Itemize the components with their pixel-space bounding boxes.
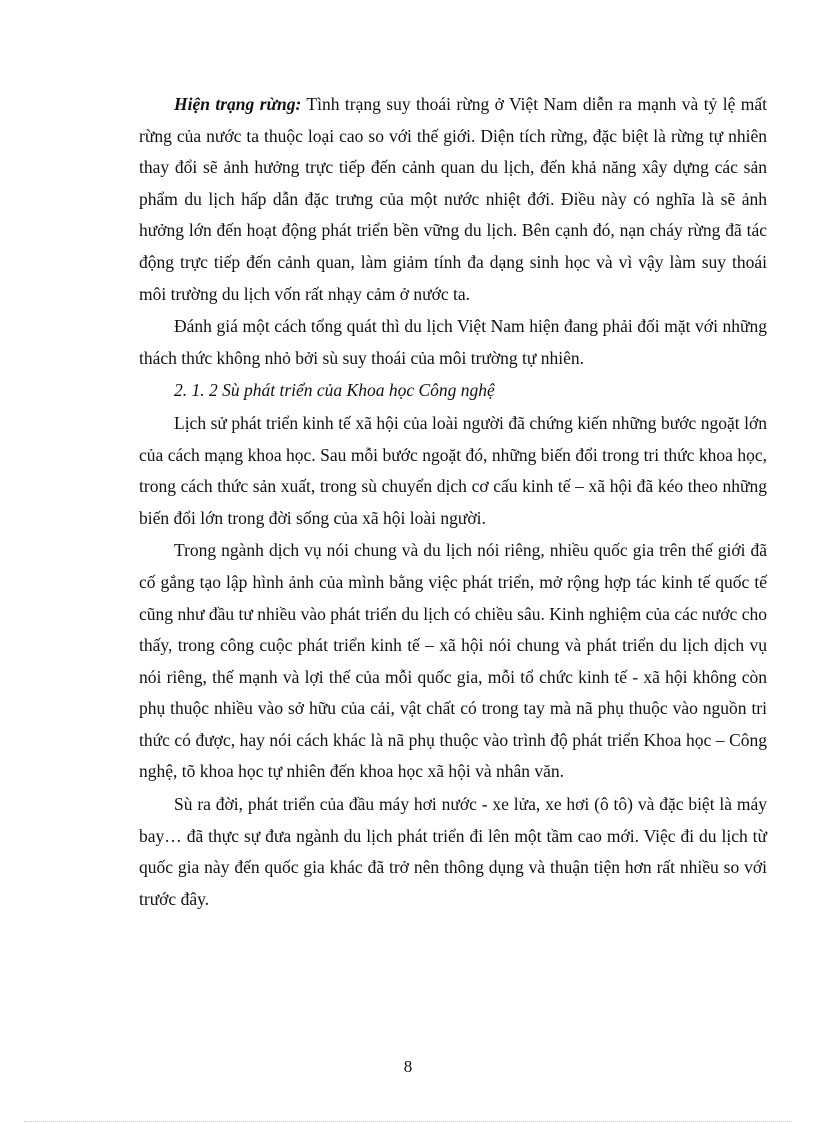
- paragraph-text: Tình trạng suy thoái rừng ở Việt Nam diễn ra mạnh và tỷ lệ mất rừng của nước ta thuộc loại cao so với thế giới. Diện tích rừng, đặc biệt là rừng tự nhiên thay đổi sẽ ảnh hưởng trực tiếp đến cảnh quan du lịch, đến khả năng xây dựng các sản phẩm du lịch hấp dẫn đặc trưng của một nước nhiệt đới. Điều này có nghĩa là sẽ ảnh hưởng lớn đến hoạt động phát triển bền vững du lịch. Bên cạnh đó, nạn cháy rừng đã tác động trực tiếp đến cảnh quan, làm giảm tính đa dạng sinh học và vì vậy làm suy thoái môi trường du lịch vốn rất nhạy cảm ở nước ta.: [139, 94, 768, 304]
- document-body: [139, 89, 767, 916]
- page-bottom-divider: [24, 1121, 792, 1122]
- paragraph-forest-status: [139, 89, 767, 310]
- paragraph-services: Trong ngành dịch vụ nói chung và du lịch nói riêng, nhiều quốc gia trên thế giới đã cố gắng tạo lập hình ảnh của mình bằng việc phát triển, mở rộng hợp tác kinh tế quốc tế cũng như đầu tư nhiều vào phát triển du lịch có chiều sâu. Kinh nghiệm của các nước cho thấy, trong công cuộc phát triển kinh tế – xã hội nói chung và phát triển du lịch dịch vụ nói riêng, thế mạnh và lợi thế của mỗi quốc gia, mỗi tổ chức kinh tế - xã hội không còn phụ thuộc nhiều vào sở hữu của cải, vật chất có trong tay mà nã phụ thuộc vào nguồn tri thức có được, hay nói cách khác là nã phụ thuộc vào trình độ phát triển Khoa học – Công nghệ, tõ khoa học tự nhiên đến khoa học xã hội và nhân văn.: [139, 540, 767, 782]
- paragraph-transport: Sù ra đời, phát triển của đầu máy hơi nước - xe lửa, xe hơi (ô tô) và đặc biệt là máy bay… đã thực sự đưa ngành du lịch phát triển đi lên một tầm cao mới. Việc đi du lịch từ quốc gia này đến quốc gia khác đã trở nên thông dụng và thuận tiện hơn rất nhiều so với trước đây.: [139, 794, 767, 909]
- paragraph-overall-assessment: Đánh giá một cách tổng quát thì du lịch Việt Nam hiện đang phải đối mặt với những thách thức không nhỏ bởi sù suy thoái của môi trường tự nhiên.: [139, 316, 767, 368]
- section-heading: 2. 1. 2 Sù phát triển của Khoa học Công nghệ: [174, 380, 495, 401]
- paragraph-lead-term: Hiện trạng rừng:: [174, 94, 302, 114]
- paragraph-history: Lịch sử phát triển kinh tế xã hội của loài người đã chứng kiến những bước ngoặt lớn của cách mạng khoa học. Sau mỗi bước ngoặt đó, những biến đổi trong tri thức khoa học, trong cách thức sản xuất, trong sù chuyển dịch cơ cấu kinh tế – xã hội đã kéo theo những biến đổi lớn trong đời sống của xã hội loài người.: [139, 412, 767, 528]
- page-number: 8: [403, 1057, 413, 1076]
